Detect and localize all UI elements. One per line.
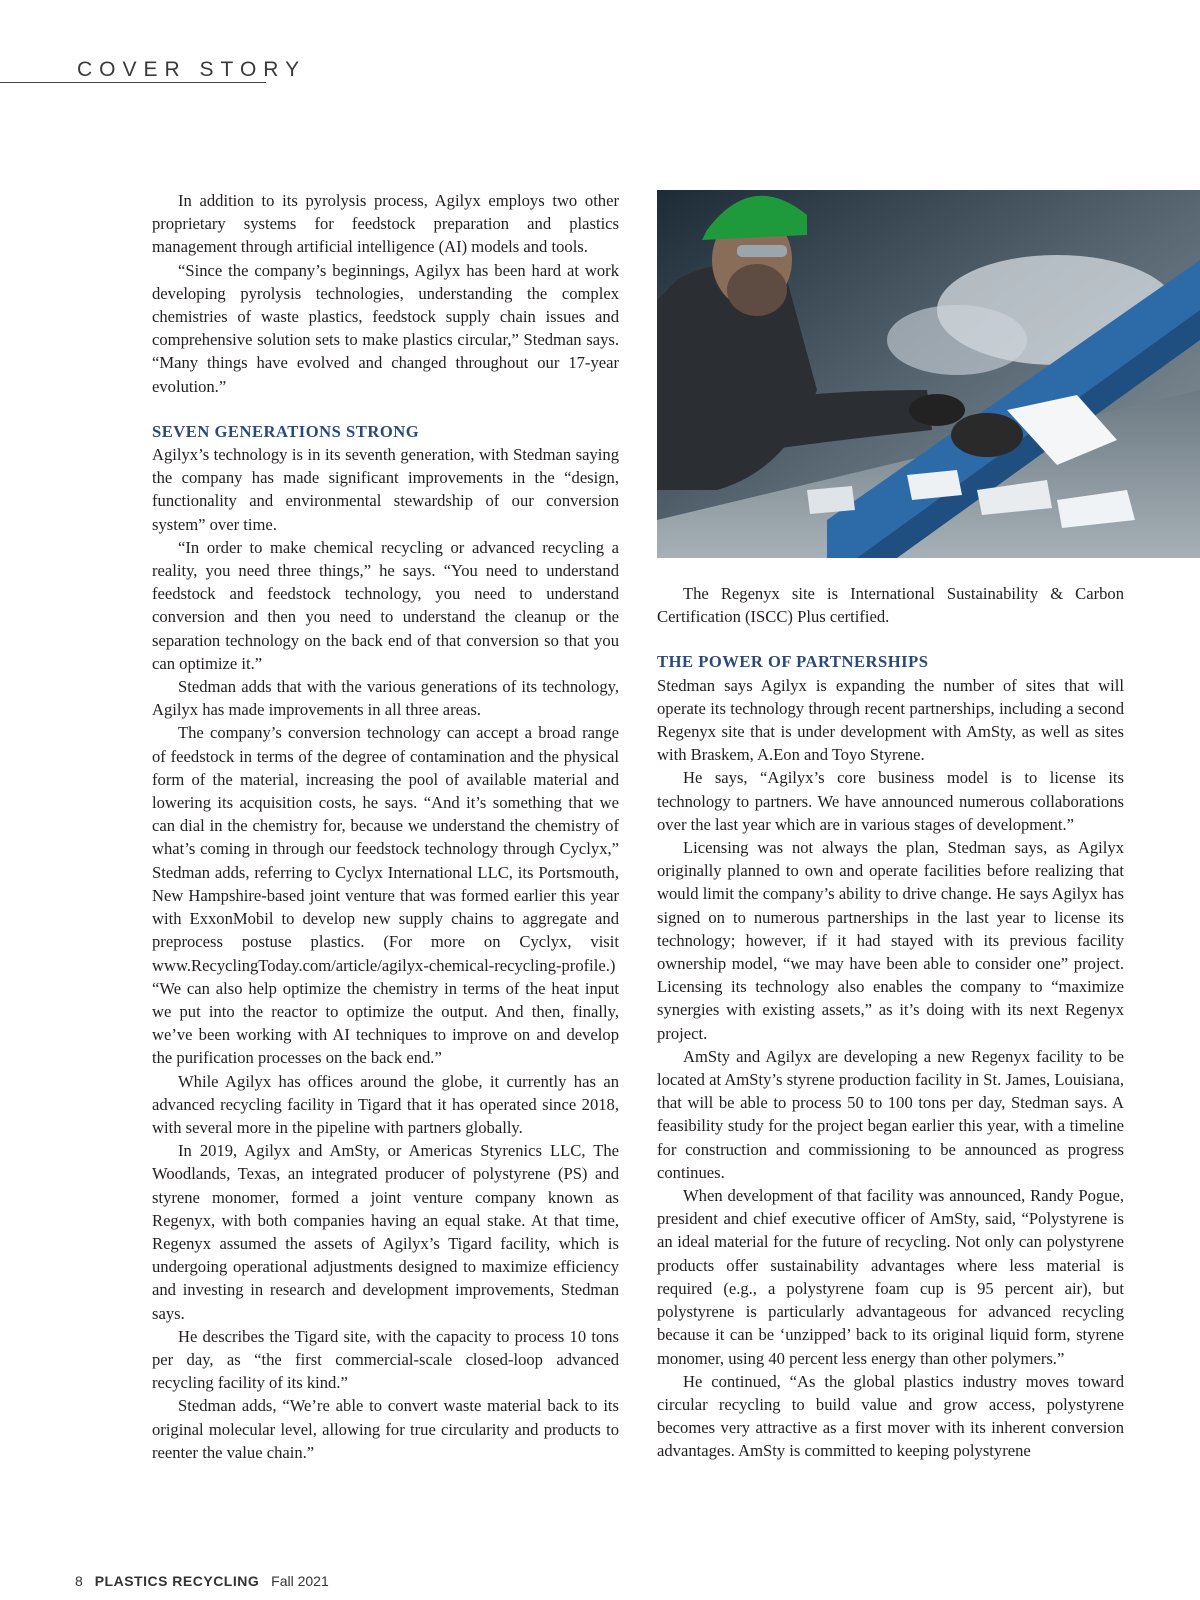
paragraph: The Regenyx site is International Sustainability & Carbon Certification (ISCC) Plus certified. (657, 584, 1124, 627)
paragraph: Stedman says Agilyx is expanding the number of sites that will operate its technology through recent partnerships, including a second Regenyx site that is under development with AmSty, as well as sites with Braskem, A.Eon and Toyo Styrene. (657, 675, 1124, 765)
paragraph: Licensing was not always the plan, Stedman says, as Agilyx originally planned to own and operate facilities before realizing that would limit the company’s ability to drive change. He says Agilyx has signed on to numerous partnerships in the last year to license its technology; however, if it had stayed with its previous facility ownership model, “we may have been able to consider one” project. Licensing its technology also enables the company to “maximize synergies with existing assets,” as it’s doing with its next Regenyx project. (657, 838, 1124, 1043)
paragraph: In addition to its pyrolysis process, Agilyx employs two other proprietary systems for feedstock preparation and plastics management through artificial intelligence (AI) models and tools. (152, 191, 619, 257)
paragraph: Stedman adds that with the various generations of its technology, Agilyx has made improvements in all three areas. (152, 677, 619, 720)
section-rule (0, 82, 266, 83)
worker-handling-polystyrene-photo (657, 190, 1200, 558)
paragraph: He says, “Agilyx’s core business model is to license its technology to partners. We have announced numerous collaborations over the last year which are in various stages of development.” (657, 768, 1124, 834)
paragraph: The company’s conversion technology can accept a broad range of feedstock in terms of the degree of contamination and the physical form of the material, increasing the pool of available material and lowering its acquisition costs, he says. “And it’s something that we can dial in the chemistry for, because we understand the chemistry of what’s coming in through our feedstock technology through Cyclyx,” Stedman adds, referring to Cyclyx International LLC, its Portsmouth, New Hampshire-based joint venture that was formed earlier this year with ExxonMobil to develop new supply chains to aggregate and preprocess postuse plastics. (For more on Cyclyx, visit www.RecyclingToday.com/article/agilyx-chemical-recycling-profile.) “We can also help optimize the chemistry in terms of the heat input we put into the reactor to optimize the output. And then, finally, we’ve been working with AI techniques to improve on and develop the purification processes on the back end.” (152, 723, 619, 1068)
left-column (152, 189, 619, 1464)
right-column (657, 582, 1124, 1463)
paragraph: “Since the company’s beginnings, Agilyx has been hard at work developing pyrolysis technologies, understanding the complex chemistries of waste plastics, feedstock supply chain issues and comprehensive solution sets to make plastics circular,” Stedman says. “Many things have evolved and changed throughout our 17-year evolution.” (152, 260, 619, 396)
paragraph: When development of that facility was announced, Randy Pogue, president and chief executive officer of AmSty, said, “Polystyrene is an ideal material for the future of recycling. Not only can polystyrene products offer sustainability advantages where less material is required (e.g., a polystyrene foam cup is 95 percent air), but polystyrene is particularly advantageous for advanced recycling because it can be ‘unzipped’ back to its original liquid form, styrene monomer, using 40 percent less energy than other polymers.” (657, 1186, 1124, 1368)
subheading-seven-generations: SEVEN GENERATIONS STRONG (152, 421, 420, 441)
paragraph: While Agilyx has offices around the globe, it currently has an advanced recycling facility in Tigard that it has operated since 2018, with several more in the pipeline with partners globally. (152, 1071, 619, 1137)
subheading-power-of-partnerships: THE POWER OF PARTNERSHIPS (657, 652, 929, 672)
paragraph: AmSty and Agilyx are developing a new Regenyx facility to be located at AmSty’s styrene production facility in St. James, Louisiana, that will be able to process 50 to 100 tons per day, Stedman says. A feasibility study for the project began earlier this year, with a timeline for construction and commissioning to be announced as progress continues. (657, 1046, 1124, 1182)
paragraph: He continued, “As the global plastics industry moves toward circular recycling to build value and grow access, polystyrene becomes very attractive as a first mover with its inherent conversion advantages. AmSty is committed to keeping polystyrene (657, 1371, 1124, 1461)
paragraph: Stedman adds, “We’re able to convert waste material back to its original molecular level, allowing for true circularity and products to reenter the value chain.” (152, 1396, 619, 1462)
paragraph: In 2019, Agilyx and AmSty, or Americas Styrenics LLC, The Woodlands, Texas, an integrated producer of polystyrene (PS) and styrene monomer, formed a joint venture company known as Regenyx, with both companies having an equal stake. At that time, Regenyx assumed the assets of Agilyx’s Tigard facility, which is undergoing operational adjustments designed to maximize efficiency and investing in research and development improvements, Stedman says. (152, 1141, 619, 1323)
magazine-title: PLASTICS RECYCLING (94, 1573, 260, 1589)
section-label: COVER STORY (77, 58, 307, 81)
paragraph: “In order to make chemical recycling or advanced recycling a reality, you need three things,” he says. “You need to understand feedstock and feedstock technology, you need to understand conversion and then you need to understand the cleanup or the separation technology on the back end of that conversion so that you can optimize it.” (152, 537, 619, 673)
paragraph: Agilyx’s technology is in its seventh generation, with Stedman saying the company has made significant improvements in the “design, functionality and environmental stewardship of our conversion system” over time. (152, 445, 619, 534)
page-footer (75, 1573, 329, 1589)
page-number: 8 (75, 1573, 83, 1589)
paragraph: He describes the Tigard site, with the capacity to process 10 tons per day, as “the first commercial-scale closed-loop advanced recycling facility of its kind.” (152, 1326, 619, 1393)
issue-date: Fall 2021 (271, 1573, 329, 1589)
